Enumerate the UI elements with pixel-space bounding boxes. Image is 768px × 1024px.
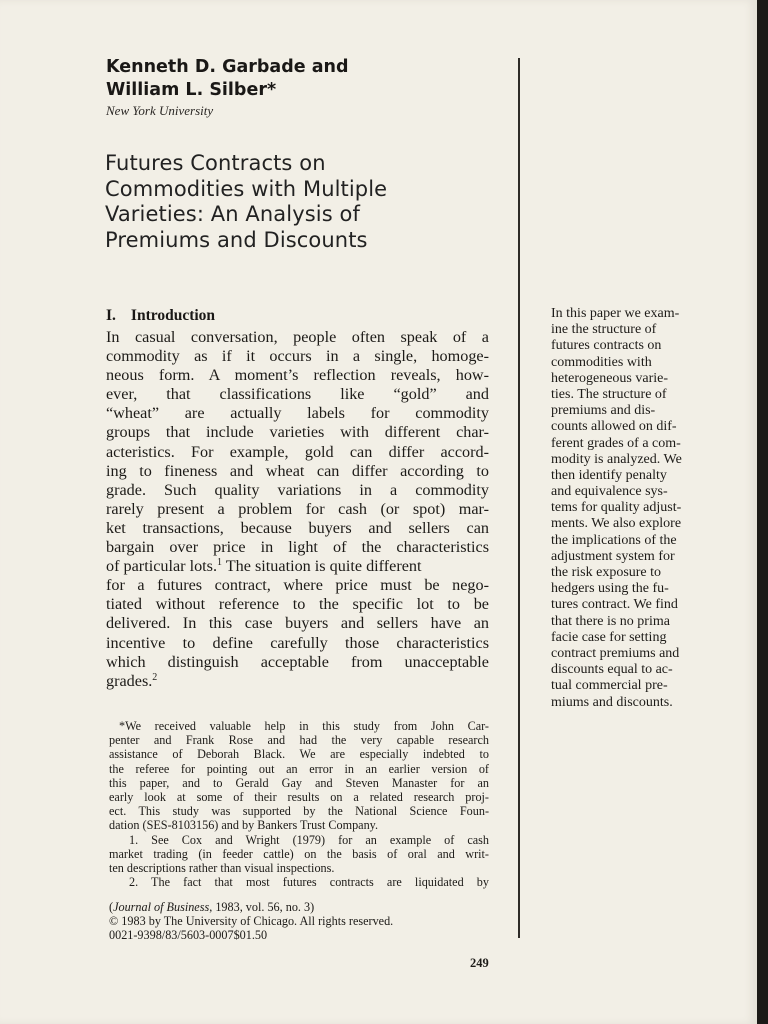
author-affiliation: New York University <box>106 103 214 118</box>
title-line: Premiums and Discounts <box>105 227 368 252</box>
author-names <box>106 56 349 102</box>
introduction-text <box>106 328 489 691</box>
abstract-line: ine the structure of <box>551 322 657 338</box>
abstract-line: tems for quality adjust- <box>551 500 682 516</box>
section-number: I. <box>106 307 116 324</box>
body-text: grades. <box>106 671 153 690</box>
body-line: bargain over price in light of the characteristics <box>106 538 489 557</box>
footnote-line: market trading (in feeder cattle) on the basis of oral and writ- <box>109 846 489 861</box>
body-line-with-footnote <box>106 557 489 576</box>
body-line: “wheat” are actually labels for commodity <box>106 404 489 423</box>
body-line: ing to fineness and wheat can differ according to <box>106 461 489 480</box>
footnote-line: 1. See Cox and Wright (1979) for an example of cash <box>129 832 489 847</box>
section-heading <box>106 307 215 325</box>
title-line: Futures Contracts on <box>105 151 326 175</box>
page-number: 249 <box>470 956 489 970</box>
abstract-line: and equivalence sys- <box>551 484 668 500</box>
abstract-line: discounts equal to ac- <box>551 662 673 678</box>
abstract-line: modity is analyzed. We <box>551 451 682 467</box>
citation-details: , 1983, vol. 56, no. 3) <box>209 900 315 914</box>
citation-open-paren: ( <box>109 900 114 914</box>
body-line: ket transactions, because buyers and sellers can <box>106 518 489 537</box>
abstract-line: that there is no prima <box>551 613 670 629</box>
body-line: which distinguish acceptable from unacceptable <box>106 652 489 671</box>
title-line: Varieties: An Analysis of <box>105 202 360 227</box>
title-line: Commodities with Multiple <box>105 176 388 201</box>
footnote-marker-1: 1 <box>217 557 223 569</box>
body-line: tiated without reference to the specific lot to be <box>106 595 489 614</box>
body-text: The situation is quite different <box>225 557 422 576</box>
body-line: ever, that classifications like “gold” and <box>106 385 489 404</box>
footnote-marker-2: 2 <box>152 671 158 683</box>
body-line: incentive to define carefully those characteristics <box>106 633 489 652</box>
body-line: acteristics. For example, gold can differ accord- <box>106 442 489 461</box>
abstract-line: facie case for setting <box>551 629 667 645</box>
body-line: delivered. In this case buyers and sellers have an <box>106 614 489 633</box>
article-title <box>105 151 505 253</box>
abstract-line: ments. We also explore <box>551 516 682 532</box>
abstract-line: In this paper we exam- <box>551 306 680 321</box>
footnote-line: this paper, and to Gerald Gay and Steven Manaster for an <box>109 775 489 790</box>
abstract-line: then identify penalty <box>551 467 667 483</box>
body-text: of particular lots. <box>106 557 218 576</box>
abstract-line: the risk exposure to <box>551 565 662 580</box>
copyright-line: © 1983 by The University of Chicago. All rights reserved. <box>109 914 394 929</box>
footnote-line: ect. This study was supported by the National Science Foun- <box>109 804 489 819</box>
abstract-line: miums and discounts. <box>551 694 673 710</box>
abstract-line: premiums and dis- <box>551 403 656 419</box>
body-line: for a futures contract, where price must be nego- <box>106 576 489 595</box>
body-line: grade. Such quality variations in a commodity <box>106 480 489 499</box>
abstract-line: futures contracts on <box>551 338 662 354</box>
footnote-line: ten descriptions rather than visual inspections. <box>109 860 335 875</box>
footnote-line: early look at some of their results on a related research proj- <box>109 789 489 804</box>
footnote-line: dation (SES-8103156) and by Bankers Trust Company. <box>109 818 379 833</box>
body-line: In casual conversation, people often speak of a <box>106 328 489 346</box>
footnote-line: assistance of Deborah Black. We are especially indebted to <box>109 747 489 762</box>
abstract-line: counts allowed on dif- <box>551 419 677 435</box>
abstract-sidebar <box>551 306 726 711</box>
body-line-with-footnote <box>106 672 489 691</box>
abstract-line: ferent grades of a com- <box>551 435 681 451</box>
body-line: commodity as if it occurs in a single, homoge- <box>106 347 489 366</box>
author-line: William L. Silber* <box>106 80 277 100</box>
abstract-line: commodities with <box>551 354 652 370</box>
abstract-line: hedgers using the fu- <box>551 581 669 597</box>
journal-citation <box>109 900 489 943</box>
citation-line <box>109 900 489 914</box>
abstract-line: heterogeneous varie- <box>551 370 668 386</box>
section-title: Introduction <box>130 307 216 324</box>
footnote-line: penter and Frank Rose and had the very capable research <box>109 733 489 748</box>
author-line: Kenneth D. Garbade and <box>106 57 349 77</box>
abstract-line: contract premiums and <box>551 645 680 661</box>
article-code: 0021-9398/83/5603-0007$01.50 <box>109 928 268 943</box>
footnote-line: *We received valuable help in this study from John Car- <box>119 719 489 733</box>
abstract-line: adjustment system for <box>551 548 675 564</box>
journal-name: Journal of Business <box>113 900 210 914</box>
footnotes <box>109 719 489 889</box>
abstract-line: tures contract. We find <box>551 597 678 613</box>
body-line: neous form. A moment’s reflection reveals, how- <box>106 366 489 385</box>
body-line: groups that include varieties with different char- <box>106 423 489 442</box>
footnote-line: the referee for pointing out an error in an earlier version of <box>109 761 489 776</box>
column-divider <box>518 58 520 938</box>
abstract-line: tual commercial pre- <box>551 678 668 694</box>
body-line: rarely present a problem for cash (or spot) mar- <box>106 499 489 518</box>
abstract-line: ties. The structure of <box>551 386 667 402</box>
abstract-line: the implications of the <box>551 532 677 548</box>
footnote-line: 2. The fact that most futures contracts are liquidated by <box>129 875 489 890</box>
